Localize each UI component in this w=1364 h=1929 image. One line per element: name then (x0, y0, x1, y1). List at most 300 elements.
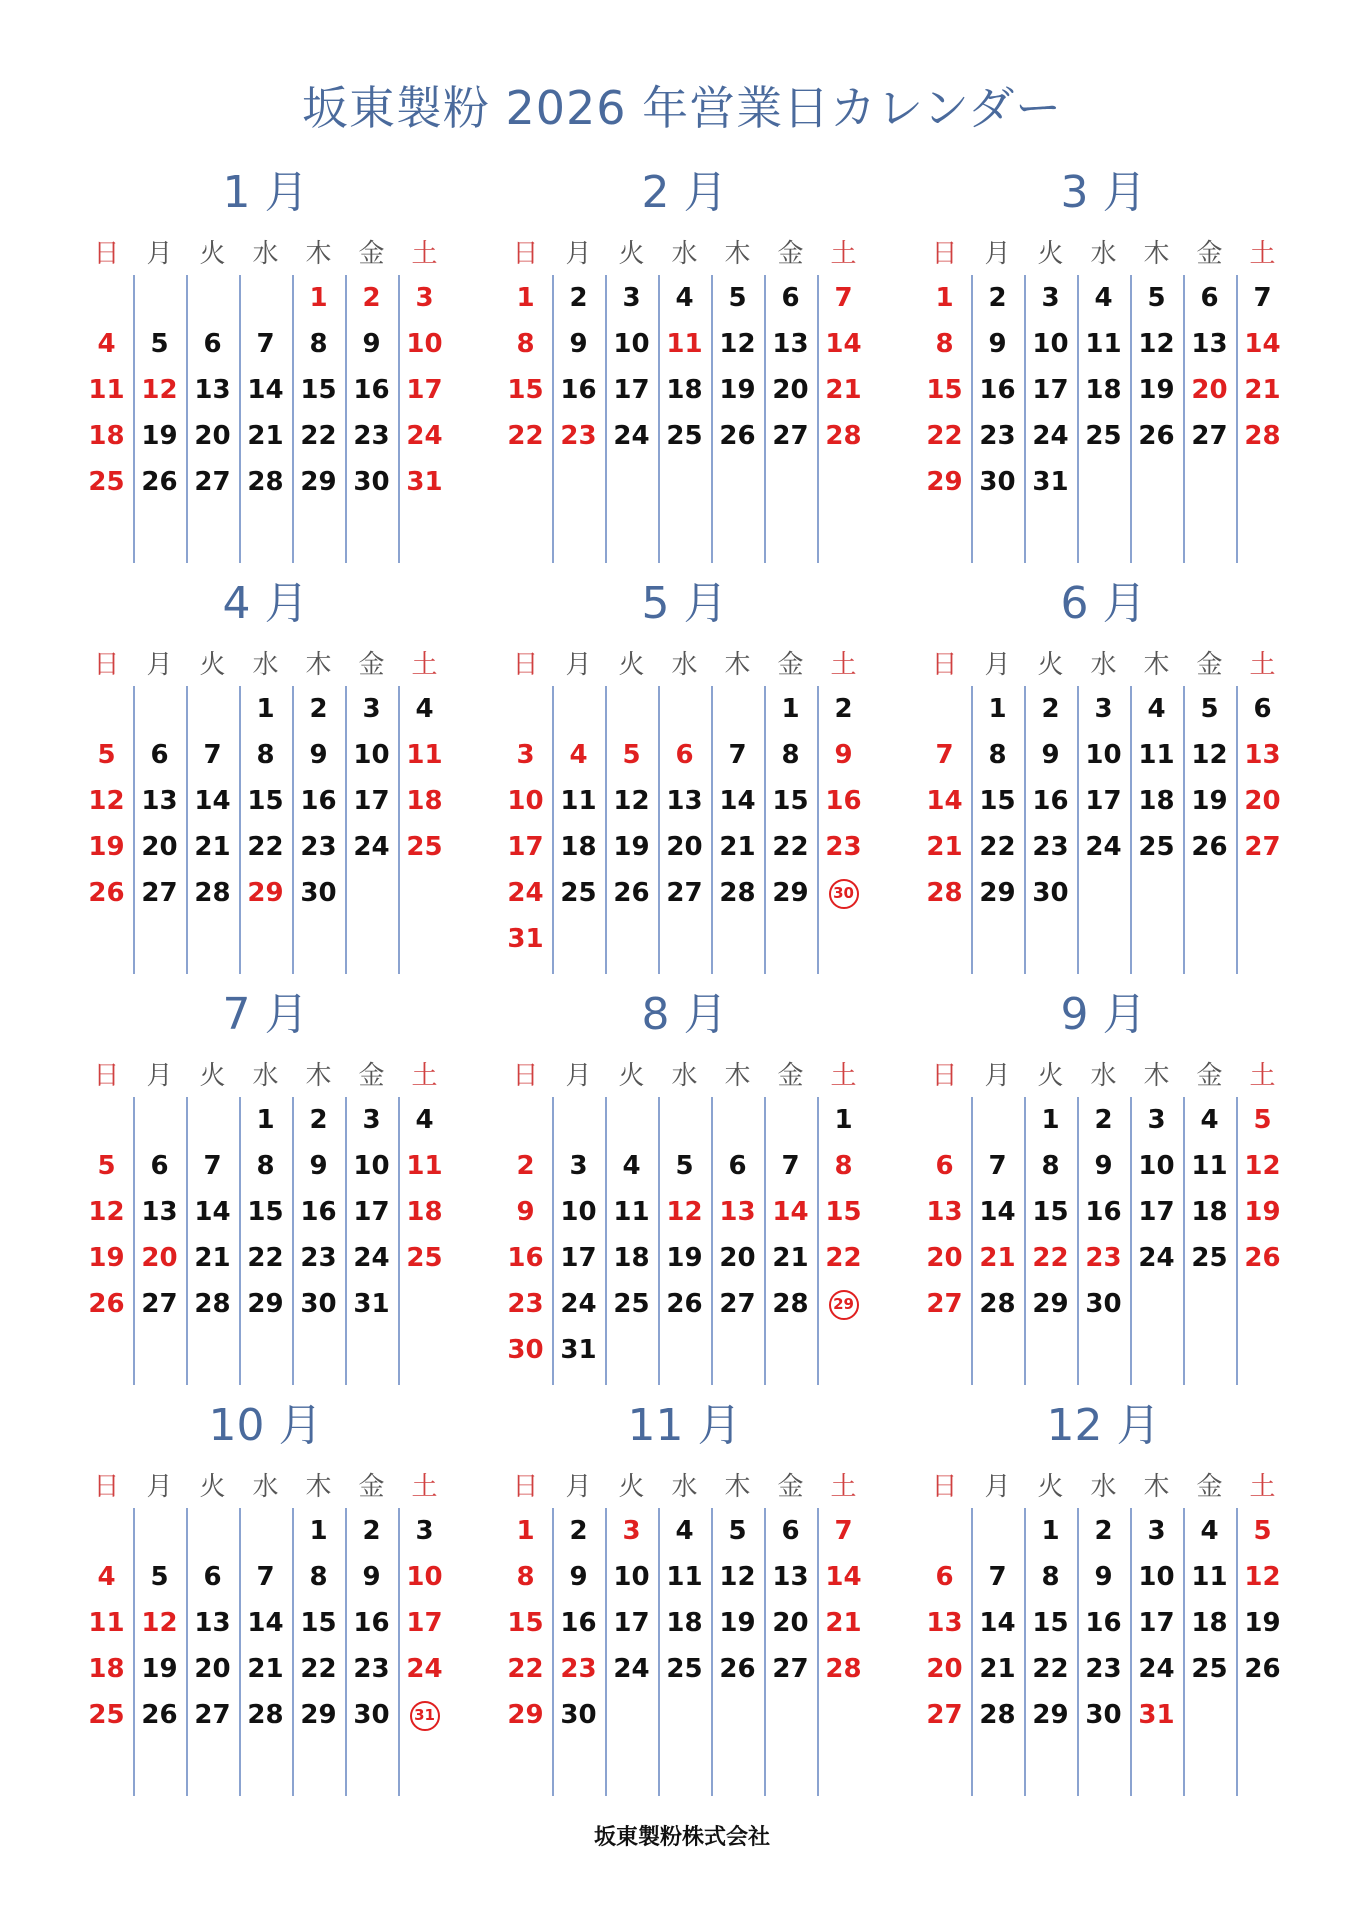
day-cell: 20 (194, 1654, 231, 1684)
day-cell: 25 (613, 1289, 650, 1319)
weekday-label: 水 (252, 1472, 279, 1502)
day-cell: 23 (979, 421, 1016, 451)
day-cell: 4 (415, 1105, 434, 1135)
day-cell: 25 (1085, 421, 1122, 451)
day-cell: 29 (300, 467, 337, 497)
weekday-label: 金 (1196, 239, 1223, 269)
day-grid (80, 1508, 451, 1796)
day-cell: 7 (203, 1151, 222, 1181)
day-cell: 16 (507, 1243, 544, 1273)
day-cell: 17 (613, 375, 650, 405)
day-cell: 22 (825, 1243, 862, 1273)
day-cell: 23 (300, 832, 337, 862)
day-cell: 10 (353, 1151, 390, 1181)
day-cell: 27 (772, 1654, 809, 1684)
day-cell: 6 (1200, 283, 1219, 313)
weekday-label: 火 (1037, 650, 1064, 680)
day-cell: 21 (772, 1243, 809, 1273)
day-cell: 27 (926, 1289, 963, 1319)
day-cell: 15 (1032, 1197, 1069, 1227)
day-cell: 3 (1041, 283, 1060, 313)
day-cell: 25 (1138, 832, 1175, 862)
day-cell: 22 (300, 1654, 337, 1684)
weekday-label: 水 (671, 650, 698, 680)
day-cell: 12 (141, 375, 178, 405)
day-cell: 29 (926, 467, 963, 497)
day-cell: 15 (979, 786, 1016, 816)
day-cell: 16 (353, 1608, 390, 1638)
day-cell: 12 (666, 1197, 703, 1227)
day-cell: 3 (415, 283, 434, 313)
day-cell: 19 (141, 421, 178, 451)
weekday-label: 月 (146, 1472, 173, 1502)
weekday-label: 日 (931, 1061, 958, 1091)
month-calendar (80, 576, 451, 976)
weekday-label: 日 (93, 1061, 120, 1091)
weekday-label: 土 (830, 239, 857, 269)
day-cell: 12 (141, 1608, 178, 1638)
day-cell: 23 (560, 1654, 597, 1684)
weekday-label: 月 (984, 1472, 1011, 1502)
day-cell: 2 (516, 1151, 535, 1181)
day-cell: 11 (666, 1562, 703, 1592)
day-cell: 17 (613, 1608, 650, 1638)
weekday-label: 土 (830, 650, 857, 680)
day-cell: 6 (728, 1151, 747, 1181)
day-grid (499, 686, 870, 974)
day-cell: 24 (406, 1654, 443, 1684)
day-cell: 8 (935, 329, 954, 359)
day-cell: 24 (613, 421, 650, 451)
day-cell: 22 (979, 832, 1016, 862)
day-cell: 4 (675, 283, 694, 313)
day-cell: 6 (675, 740, 694, 770)
weekday-label: 木 (305, 650, 332, 680)
day-cell: 6 (781, 1516, 800, 1546)
weekday-label: 水 (1090, 650, 1117, 680)
weekday-label: 木 (724, 1061, 751, 1091)
weekday-label: 火 (1037, 1061, 1064, 1091)
weekday-label: 金 (358, 1472, 385, 1502)
day-cell: 31 (560, 1335, 597, 1365)
day-cell: 1 (1041, 1516, 1060, 1546)
day-cell: 18 (560, 832, 597, 862)
weekday-label: 日 (93, 650, 120, 680)
day-cell: 23 (1085, 1654, 1122, 1684)
weekday-label: 日 (931, 650, 958, 680)
day-cell: 20 (719, 1243, 756, 1273)
weekday-label: 火 (618, 1061, 645, 1091)
weekday-label: 月 (984, 1061, 1011, 1091)
day-cell: 14 (719, 786, 756, 816)
day-cell: 19 (1191, 786, 1228, 816)
day-cell: 8 (834, 1151, 853, 1181)
day-cell: 11 (1138, 740, 1175, 770)
day-cell: 24 (353, 1243, 390, 1273)
day-cell: 19 (88, 832, 125, 862)
day-cell: 24 (1085, 832, 1122, 862)
weekday-label: 火 (1037, 1472, 1064, 1502)
day-cell: 23 (300, 1243, 337, 1273)
day-cell: 20 (1244, 786, 1281, 816)
day-cell: 1 (256, 1105, 275, 1135)
weekday-label: 月 (565, 1061, 592, 1091)
day-cell: 21 (1244, 375, 1281, 405)
day-cell: 17 (1085, 786, 1122, 816)
month-calendar (918, 987, 1289, 1387)
day-cell: 15 (247, 786, 284, 816)
day-cell: 13 (719, 1197, 756, 1227)
day-cell: 9 (988, 329, 1007, 359)
day-cell: 26 (88, 1289, 125, 1319)
day-cell: 19 (719, 1608, 756, 1638)
day-cell: 15 (300, 375, 337, 405)
day-cell: 3 (1147, 1516, 1166, 1546)
day-cell: 19 (141, 1654, 178, 1684)
weekday-label: 土 (1249, 1472, 1276, 1502)
day-cell: 5 (97, 740, 116, 770)
day-cell: 25 (666, 1654, 703, 1684)
circled-day: 29 (829, 1290, 859, 1320)
day-cell: 7 (834, 283, 853, 313)
month-name: 3 月 (1060, 167, 1147, 218)
day-cell: 18 (1191, 1197, 1228, 1227)
day-cell: 13 (666, 786, 703, 816)
day-cell: 15 (926, 375, 963, 405)
page-title: 坂東製粉 2026 年営業日カレンダー (301, 81, 1063, 135)
day-cell: 20 (772, 1608, 809, 1638)
day-grid (918, 1508, 1289, 1796)
day-cell: 30 (353, 1700, 390, 1730)
month-name: 2 月 (641, 167, 728, 218)
month-name: 6 月 (1060, 578, 1147, 629)
day-cell: 11 (613, 1197, 650, 1227)
day-cell: 26 (141, 1700, 178, 1730)
day-cell: 2 (309, 1105, 328, 1135)
day-cell: 19 (666, 1243, 703, 1273)
day-cell: 25 (560, 878, 597, 908)
day-cell: 14 (979, 1608, 1016, 1638)
day-cell: 10 (1138, 1562, 1175, 1592)
day-cell: 7 (728, 740, 747, 770)
day-cell: 13 (141, 786, 178, 816)
day-cell: 1 (1041, 1105, 1060, 1135)
day-cell: 8 (256, 740, 275, 770)
day-cell: 29 (1032, 1289, 1069, 1319)
month-calendar (499, 1398, 870, 1798)
weekday-label: 木 (724, 1472, 751, 1502)
weekday-label: 火 (1037, 239, 1064, 269)
day-cell: 30 (353, 467, 390, 497)
weekday-label: 金 (777, 1061, 804, 1091)
weekday-label: 月 (146, 239, 173, 269)
day-cell: 4 (1200, 1105, 1219, 1135)
day-cell: 13 (926, 1197, 963, 1227)
day-cell: 23 (560, 421, 597, 451)
day-cell: 13 (926, 1608, 963, 1638)
day-cell: 9 (516, 1197, 535, 1227)
company-name: 坂東製粉株式会社 (593, 1825, 770, 1850)
day-cell: 11 (88, 375, 125, 405)
day-cell: 20 (772, 375, 809, 405)
month-calendar (80, 165, 451, 565)
day-cell: 17 (1032, 375, 1069, 405)
day-cell: 18 (613, 1243, 650, 1273)
month-calendar (918, 576, 1289, 976)
weekday-label: 日 (512, 650, 539, 680)
day-grid (499, 275, 870, 563)
day-cell: 22 (507, 1654, 544, 1684)
day-cell (398, 1692, 451, 1738)
day-cell: 28 (926, 878, 963, 908)
weekday-label: 金 (1196, 650, 1223, 680)
day-cell: 22 (300, 421, 337, 451)
day-cell: 2 (834, 694, 853, 724)
day-cell: 18 (406, 786, 443, 816)
weekday-label: 月 (984, 239, 1011, 269)
day-cell: 8 (256, 1151, 275, 1181)
day-cell: 29 (772, 878, 809, 908)
day-cell: 26 (141, 467, 178, 497)
day-grid (499, 1097, 870, 1385)
day-cell: 14 (926, 786, 963, 816)
day-cell: 31 (406, 467, 443, 497)
day-cell: 12 (719, 1562, 756, 1592)
day-cell: 4 (1094, 283, 1113, 313)
day-cell: 11 (88, 1608, 125, 1638)
day-cell: 8 (309, 1562, 328, 1592)
day-cell: 31 (1032, 467, 1069, 497)
day-cell: 19 (613, 832, 650, 862)
day-cell: 20 (141, 1243, 178, 1273)
day-cell: 28 (194, 1289, 231, 1319)
day-cell: 9 (569, 329, 588, 359)
weekday-label: 土 (1249, 650, 1276, 680)
day-cell: 24 (507, 878, 544, 908)
day-cell (817, 1281, 870, 1327)
day-cell: 1 (309, 1516, 328, 1546)
day-cell: 12 (719, 329, 756, 359)
day-cell: 10 (1138, 1151, 1175, 1181)
day-cell: 12 (613, 786, 650, 816)
day-cell: 27 (926, 1700, 963, 1730)
day-cell: 7 (1253, 283, 1272, 313)
day-cell: 12 (1244, 1151, 1281, 1181)
weekday-label: 日 (512, 1472, 539, 1502)
day-cell: 20 (926, 1243, 963, 1273)
day-cell: 2 (988, 283, 1007, 313)
day-cell: 27 (194, 1700, 231, 1730)
weekday-label: 水 (671, 1061, 698, 1091)
day-cell: 24 (1138, 1243, 1175, 1273)
circled-day: 31 (410, 1701, 440, 1731)
month-name: 7 月 (222, 989, 309, 1040)
day-cell: 30 (300, 878, 337, 908)
weekday-label: 金 (358, 239, 385, 269)
day-cell: 25 (88, 1700, 125, 1730)
day-cell: 4 (675, 1516, 694, 1546)
day-cell: 6 (781, 283, 800, 313)
day-cell: 24 (560, 1289, 597, 1319)
weekday-label: 木 (1143, 650, 1170, 680)
day-cell: 20 (141, 832, 178, 862)
weekday-label: 水 (671, 239, 698, 269)
day-cell: 19 (1138, 375, 1175, 405)
day-cell: 29 (507, 1700, 544, 1730)
month-name: 8 月 (641, 989, 728, 1040)
day-cell: 9 (1094, 1562, 1113, 1592)
weekday-label: 木 (1143, 239, 1170, 269)
day-cell: 26 (666, 1289, 703, 1319)
day-cell: 7 (203, 740, 222, 770)
day-cell: 3 (569, 1151, 588, 1181)
day-cell: 25 (406, 1243, 443, 1273)
day-cell: 21 (825, 1608, 862, 1638)
day-cell: 21 (926, 832, 963, 862)
day-grid (80, 1097, 451, 1385)
weekday-label: 金 (358, 650, 385, 680)
day-cell: 12 (1244, 1562, 1281, 1592)
weekday-label: 金 (777, 1472, 804, 1502)
day-cell: 21 (247, 421, 284, 451)
month-calendar (80, 1398, 451, 1798)
day-cell: 8 (516, 1562, 535, 1592)
day-cell: 25 (1191, 1654, 1228, 1684)
day-cell: 22 (247, 1243, 284, 1273)
weekday-label: 月 (565, 650, 592, 680)
day-cell: 18 (406, 1197, 443, 1227)
day-cell: 27 (1244, 832, 1281, 862)
day-cell: 21 (194, 832, 231, 862)
day-cell: 18 (1191, 1608, 1228, 1638)
day-cell: 28 (772, 1289, 809, 1319)
day-cell: 27 (719, 1289, 756, 1319)
day-cell: 21 (979, 1243, 1016, 1273)
day-cell: 28 (719, 878, 756, 908)
day-cell: 4 (569, 740, 588, 770)
day-cell: 7 (781, 1151, 800, 1181)
day-cell: 18 (666, 1608, 703, 1638)
weekday-label: 火 (618, 1472, 645, 1502)
day-cell: 5 (728, 1516, 747, 1546)
day-cell: 30 (560, 1700, 597, 1730)
day-cell: 4 (1147, 694, 1166, 724)
day-cell: 23 (1032, 832, 1069, 862)
day-cell: 23 (825, 832, 862, 862)
day-cell: 26 (1191, 832, 1228, 862)
day-cell: 19 (88, 1243, 125, 1273)
day-cell: 12 (1138, 329, 1175, 359)
weekday-label: 火 (199, 239, 226, 269)
month-calendar (918, 165, 1289, 565)
day-cell: 19 (1244, 1608, 1281, 1638)
day-cell: 5 (1200, 694, 1219, 724)
day-cell: 28 (979, 1700, 1016, 1730)
day-cell: 11 (406, 740, 443, 770)
weekday-label: 金 (1196, 1472, 1223, 1502)
weekday-label: 日 (512, 1061, 539, 1091)
day-cell: 20 (666, 832, 703, 862)
day-cell: 8 (1041, 1562, 1060, 1592)
day-cell: 11 (560, 786, 597, 816)
day-cell: 7 (988, 1151, 1007, 1181)
weekday-label: 土 (1249, 1061, 1276, 1091)
day-cell: 13 (772, 329, 809, 359)
day-cell: 4 (97, 1562, 116, 1592)
day-cell: 7 (256, 329, 275, 359)
weekday-label: 土 (411, 650, 438, 680)
day-cell: 17 (353, 786, 390, 816)
weekday-label: 月 (984, 650, 1011, 680)
day-cell: 25 (88, 467, 125, 497)
day-cell: 29 (979, 878, 1016, 908)
day-cell: 3 (415, 1516, 434, 1546)
day-cell: 12 (88, 786, 125, 816)
day-cell: 11 (1191, 1151, 1228, 1181)
day-cell: 16 (560, 375, 597, 405)
day-cell: 24 (406, 421, 443, 451)
month-name: 11 月 (627, 1400, 742, 1451)
weekday-label: 金 (777, 650, 804, 680)
day-cell: 18 (88, 1654, 125, 1684)
day-cell: 1 (516, 283, 535, 313)
weekday-label: 日 (931, 239, 958, 269)
day-cell: 5 (150, 1562, 169, 1592)
day-cell: 3 (1094, 694, 1113, 724)
weekday-label: 金 (358, 1061, 385, 1091)
day-cell: 22 (1032, 1243, 1069, 1273)
day-cell: 13 (1191, 329, 1228, 359)
day-cell: 1 (309, 283, 328, 313)
day-cell: 19 (1244, 1197, 1281, 1227)
weekday-label: 土 (411, 1472, 438, 1502)
day-cell: 14 (247, 375, 284, 405)
day-cell: 18 (88, 421, 125, 451)
day-cell: 17 (1138, 1608, 1175, 1638)
day-cell: 13 (772, 1562, 809, 1592)
day-cell: 11 (406, 1151, 443, 1181)
day-cell: 10 (613, 1562, 650, 1592)
day-cell: 8 (516, 329, 535, 359)
month-calendar (80, 987, 451, 1387)
day-cell: 30 (1085, 1700, 1122, 1730)
weekday-label: 土 (411, 239, 438, 269)
day-cell: 31 (1138, 1700, 1175, 1730)
weekday-label: 土 (830, 1061, 857, 1091)
day-cell: 16 (979, 375, 1016, 405)
day-cell: 16 (353, 375, 390, 405)
day-cell: 15 (507, 1608, 544, 1638)
day-cell: 23 (507, 1289, 544, 1319)
day-cell: 3 (622, 283, 641, 313)
day-cell: 11 (1191, 1562, 1228, 1592)
day-cell: 2 (569, 1516, 588, 1546)
day-grid (918, 1097, 1289, 1385)
day-cell: 10 (1085, 740, 1122, 770)
day-cell: 22 (926, 421, 963, 451)
day-cell: 9 (569, 1562, 588, 1592)
day-cell: 2 (1094, 1105, 1113, 1135)
day-cell: 1 (516, 1516, 535, 1546)
day-cell: 1 (834, 1105, 853, 1135)
day-cell: 18 (1085, 375, 1122, 405)
day-cell: 9 (362, 329, 381, 359)
day-cell: 5 (1253, 1516, 1272, 1546)
weekday-label: 土 (1249, 239, 1276, 269)
day-grid (80, 686, 451, 974)
day-cell: 15 (247, 1197, 284, 1227)
day-cell: 2 (1041, 694, 1060, 724)
